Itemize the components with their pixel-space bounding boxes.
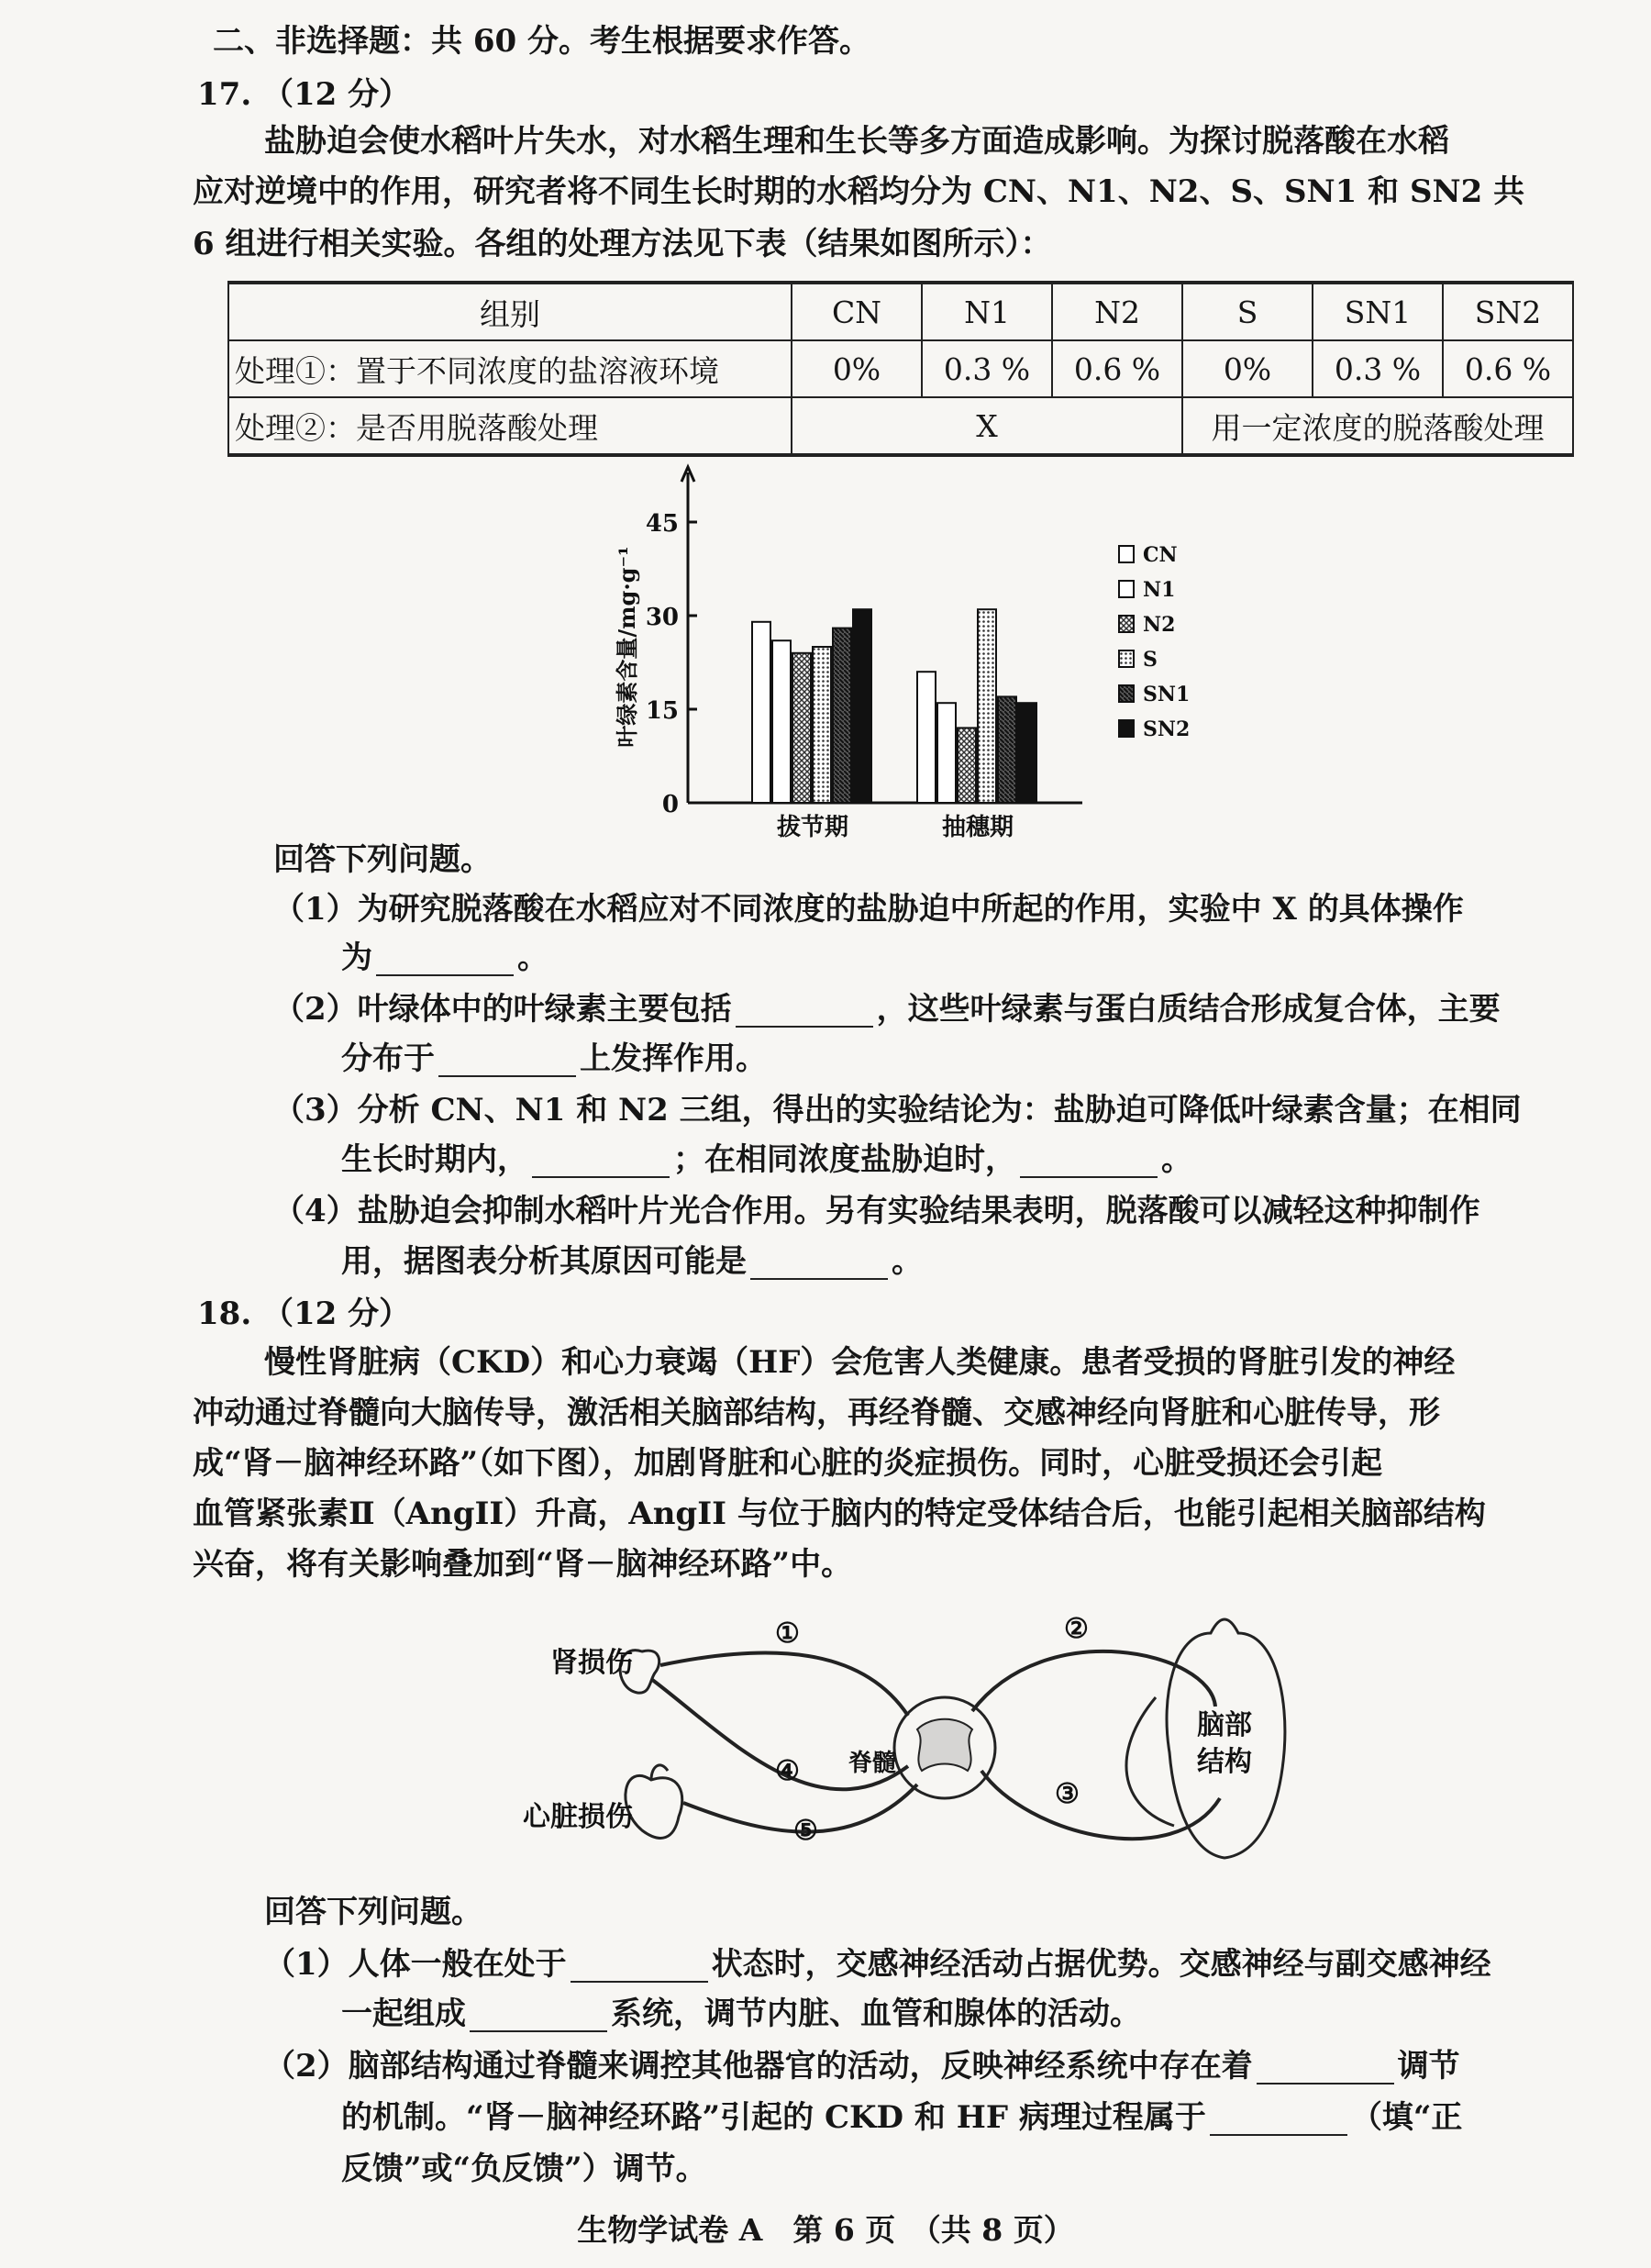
bar-s (978, 609, 996, 803)
bar-n1 (772, 640, 791, 803)
page-footer: 生物学试卷 A 第 6 页 （共 8 页） (577, 2212, 1074, 2248)
y-tick-label: 15 (645, 697, 679, 725)
legend-swatch (1119, 720, 1134, 737)
path-3 (981, 1771, 1220, 1839)
answer-blank[interactable] (1210, 2107, 1347, 2136)
bar-n2 (792, 653, 811, 803)
x-tick-label: 抽穗期 (941, 814, 1014, 841)
q18-item-2: （2）脑部结构通过脊髓来调控其他器官的活动，反映神经系统中存在着 调节 (264, 2048, 1460, 2085)
spinal-label: 脊髓 (848, 1750, 897, 1777)
path-1 (660, 1652, 908, 1716)
q17-answer-prompt: 回答下列问题。 (273, 841, 492, 878)
treatment-table (227, 281, 1574, 457)
q18-item-1-cont: 一起组成 系统，调节内脏、血管和腺体的活动。 (341, 1996, 1141, 2032)
bar-cn (752, 622, 770, 803)
q18-intro-line: 兴奋，将有关影响叠加到“肾－脑神经环路”中。 (193, 1546, 853, 1583)
table-header-cell: SN2 (1443, 283, 1573, 340)
table-cell: 0% (792, 340, 922, 397)
chlorophyll-bar-chart (587, 463, 1229, 849)
answer-blank[interactable] (438, 1048, 576, 1077)
legend-swatch (1119, 546, 1134, 562)
answer-blank[interactable] (376, 947, 514, 976)
table-row (228, 397, 1573, 455)
answer-blank[interactable] (1020, 1149, 1158, 1178)
q18-intro-line: 冲动通过脊髓向大脑传导，激活相关脑部结构，再经脊髓、交感神经向肾脏和心脏传导，形 (193, 1395, 1440, 1431)
table-cell: 0.6 % (1443, 340, 1573, 397)
table-header-cell: SN1 (1313, 283, 1443, 340)
y-tick-label: 45 (645, 510, 679, 538)
path-1-label: ① (775, 1618, 800, 1650)
bar-s (813, 647, 831, 803)
table-cell: 用一定浓度的脱落酸处理 (1182, 397, 1573, 455)
answer-blank[interactable] (1257, 2055, 1394, 2085)
path-2 (972, 1651, 1215, 1711)
answer-blank[interactable] (736, 998, 873, 1028)
bar-sn1 (998, 696, 1016, 803)
y-tick-label: 30 (645, 604, 679, 631)
q17-item-1: （1）为研究脱落酸在水稻应对不同浓度的盐胁迫中所起的作用，实验中 X 的具体操作 (273, 891, 1464, 928)
bar-n1 (937, 703, 956, 803)
q18-header: 18. （12 分） (197, 1295, 411, 1332)
table-header-cell: S (1182, 283, 1313, 340)
table-cell: 0.6 % (1052, 340, 1182, 397)
q17-item-3: （3）分析 CN、N1 和 N2 三组，得出的实验结论为：盐胁迫可降低叶绿素含量；在相同 (273, 1092, 1522, 1128)
heart-icon (626, 1775, 682, 1838)
q17-intro-line: 盐胁迫会使水稻叶片失水，对水稻生理和生长等多方面造成影响。为探讨脱落酸在水稻 (264, 123, 1449, 160)
q17-item-3-cont: 生长时期内， ；在相同浓度盐胁迫时， 。 (341, 1141, 1192, 1178)
path-5-label: ⑤ (793, 1815, 818, 1847)
table-cell: 0.3 % (922, 340, 1052, 397)
legend-swatch (1119, 616, 1134, 632)
table-cell: 0.3 % (1313, 340, 1443, 397)
y-tick-label: 0 (661, 791, 679, 818)
q18-item-1: （1）人体一般在处于 状态时，交感神经活动占据优势。交感神经与副交感神经 (264, 1946, 1491, 1983)
q17-header: 17. （12 分） (197, 76, 411, 113)
bar-sn2 (853, 609, 871, 803)
table-cell: X (792, 397, 1182, 455)
x-tick-label: 拔节期 (776, 814, 849, 841)
table-header-cell: N2 (1052, 283, 1182, 340)
q17-intro-line: 6 组进行相关实验。各组的处理方法见下表（结果如图所示）： (193, 226, 1052, 262)
legend-label: N1 (1143, 578, 1176, 602)
answer-blank[interactable] (532, 1149, 670, 1178)
section-title: 二、非选择题：共 60 分。考生根据要求作答。 (213, 23, 870, 60)
legend-swatch (1119, 685, 1134, 702)
q17-item-2-cont: 分布于 上发挥作用。 (341, 1040, 767, 1077)
table-header-cell: 组别 (228, 283, 792, 340)
bar-n2 (958, 728, 976, 803)
answer-blank[interactable] (571, 1953, 708, 1983)
q18-intro-line: 慢性肾脏病（CKD）和心力衰竭（HF）会危害人类健康。患者受损的肾脏引发的神经 (264, 1344, 1456, 1381)
path-2-label: ② (1064, 1613, 1089, 1645)
legend-label: SN1 (1143, 683, 1191, 706)
q17-item-2: （2）叶绿体中的叶绿素主要包括 ，这些叶绿素与蛋白质结合形成复合体，主要 (273, 991, 1501, 1028)
table-cell: 处理①：置于不同浓度的盐溶液环境 (228, 340, 792, 397)
table-row (228, 283, 1573, 340)
kidney-label: 肾损伤 (550, 1647, 633, 1679)
legend-label: S (1143, 648, 1158, 672)
y-axis-label: 叶绿素含量/mg·g⁻¹ (614, 546, 640, 748)
legend-label: N2 (1143, 613, 1176, 637)
legend-swatch (1119, 581, 1134, 597)
q18-intro-line: 成“肾－脑神经环路”（如下图），加剧肾脏和心脏的炎症损伤。同时，心脏受损还会引起 (193, 1445, 1383, 1482)
q18-item-2-cont: 的机制。“肾－脑神经环路”引起的 CKD 和 HF 病理过程属于 （填“正 (341, 2099, 1463, 2136)
path-3-label: ③ (1055, 1778, 1080, 1810)
q17-item-4: （4）盐胁迫会抑制水稻叶片光合作用。另有实验结果表明，脱落酸可以减轻这种抑制作 (273, 1193, 1480, 1229)
q17-item-1-cont: 为 。 (341, 939, 548, 976)
answer-blank[interactable] (470, 2003, 607, 2032)
path-4-label: ④ (775, 1755, 800, 1787)
bar-sn1 (833, 628, 851, 803)
q17-intro-line: 应对逆境中的作用，研究者将不同生长时期的水稻均分为 CN、N1、N2、S、SN1 和 SN2 共 (193, 173, 1525, 210)
brain-label: 结构 (1197, 1746, 1252, 1778)
table-header-cell: CN (792, 283, 922, 340)
q18-item-2-cont: 反馈”或“负反馈”）调节。 (341, 2151, 707, 2187)
table-cell: 0% (1182, 340, 1313, 397)
table-header-cell: N1 (922, 283, 1052, 340)
q18-answer-prompt: 回答下列问题。 (264, 1894, 482, 1930)
heart-label: 心脏损伤 (523, 1801, 633, 1833)
table-cell: 处理②：是否用脱落酸处理 (228, 397, 792, 455)
legend-label: CN (1143, 543, 1178, 567)
legend-swatch (1119, 650, 1134, 667)
bar-cn (917, 672, 936, 803)
answer-blank[interactable] (750, 1251, 888, 1280)
kidney-brain-circuit-diagram (514, 1596, 1339, 1881)
bar-sn2 (1018, 703, 1036, 803)
q18-intro-line: 血管紧张素Ⅱ（AngII）升高，AngII 与位于脑内的特定受体结合后，也能引起相关脑部结构 (193, 1495, 1486, 1532)
brain-label: 脑部 (1197, 1709, 1252, 1741)
legend-label: SN2 (1143, 717, 1191, 741)
q17-item-4-cont: 用，据图表分析其原因可能是 。 (341, 1243, 923, 1280)
table-row (228, 340, 1573, 397)
